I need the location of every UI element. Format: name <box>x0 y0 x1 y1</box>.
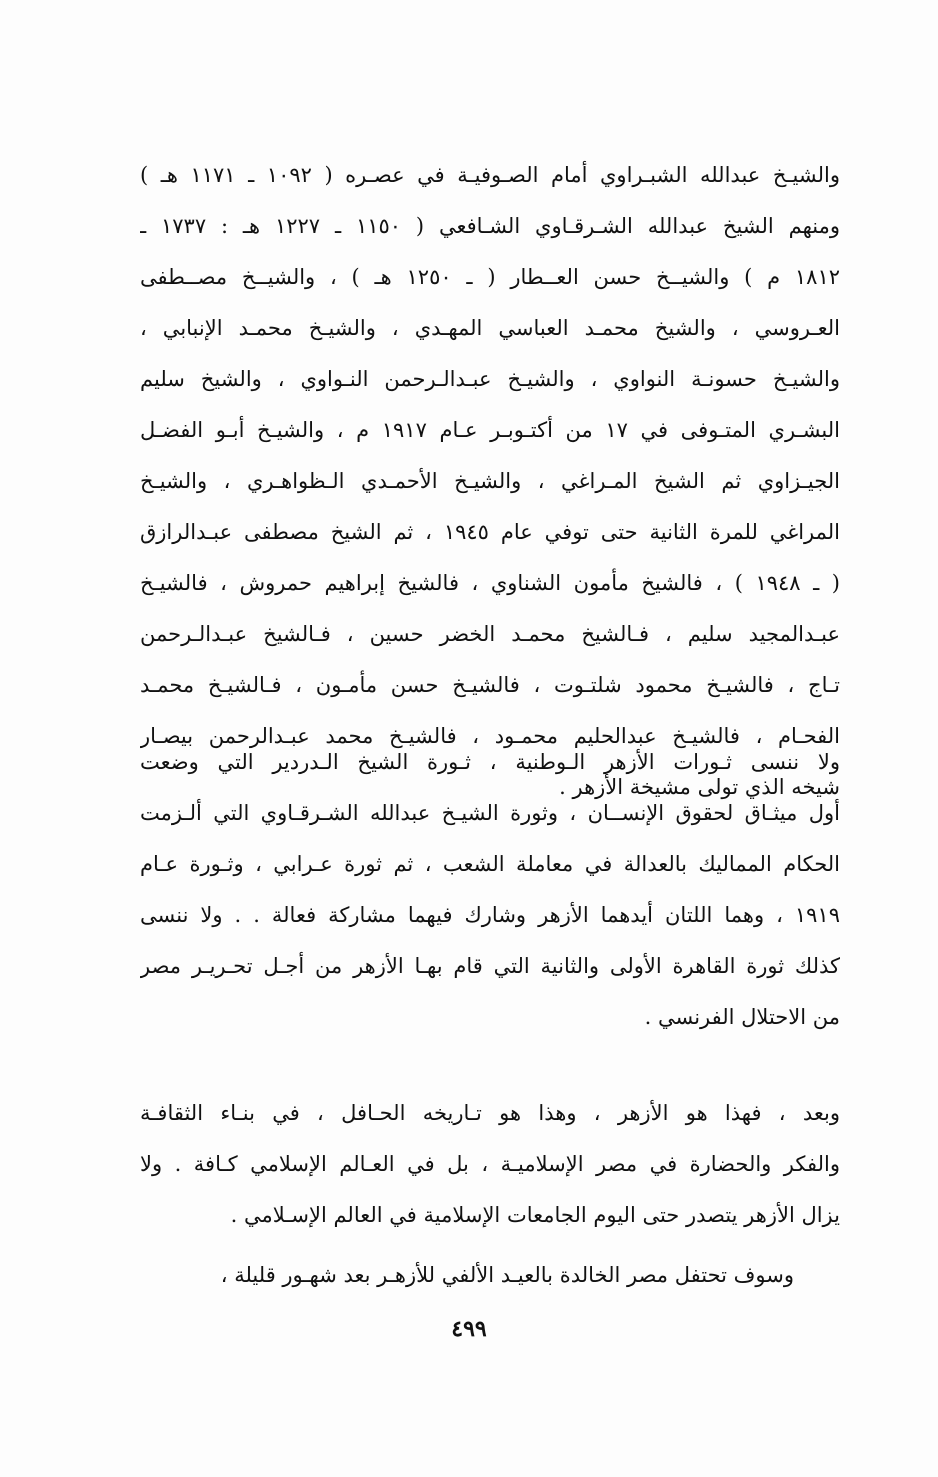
text-line: وسوف تحتفل مصر الخالدة بالعيـد الألفي للأزهـر بعد شهـور قليلة ، <box>220 1263 794 1287</box>
text-line: ولا ننسى ثـورات الأزهر الـوطنية ، ثـورة الشيخ الـدردير التي وضعت <box>140 750 840 774</box>
paragraph-azhar-revolutions <box>140 737 840 1043</box>
text-line: الفحـام ، فالشيـخ عبدالحليم محمـود ، فالشيـخ محمد عبـدالرحمن بيصـار <box>140 724 840 748</box>
paragraph-millennium <box>140 1250 840 1301</box>
text-line: من الاحتلال الفرنسي . <box>644 1005 840 1029</box>
text-line: ( ـ ١٩٤٨ ) ، فالشيخ مأمون الشناوي ، فالشيخ إبراهيم حمروش ، فالشيـخ <box>140 571 840 595</box>
text-line: كذلك ثورة القاهرة الأولى والثانية التي قام بهـا الأزهر من أجـل تحـريـر مصر <box>140 954 840 978</box>
text-line: والشيـخ عبدالله الشبـراوي أمام الصـوفيـة في عصـره ( ١٠٩٢ ـ ١١٧١ هـ ) <box>140 163 840 187</box>
text-line: وبعد ، فهذا هو الأزهر ، وهذا هو تـاريخه الحـافل ، في بنـاء الثقافـة <box>140 1101 840 1125</box>
text-line: الجيـزاوي ثم الشيخ المـراغي ، والشيـخ الأحمـدي الـظواهـري ، والشيـخ <box>140 469 840 493</box>
text-line: ومنهم الشيخ عبدالله الشـرقـاوي الشـافعي ( ١١٥٠ ـ ١٢٢٧ هـ : ١٧٣٧ ـ <box>140 214 840 238</box>
paragraph-azhar-history <box>140 1088 840 1241</box>
text-line: المراغي للمرة الثانية حتى توفي عام ١٩٤٥ ، ثم الشيخ مصطفى عبـدالرازق <box>140 520 840 544</box>
text-line: ١٩١٩ ، وهما اللتان أيدهما الأزهر وشارك فيهما مشاركة فعالة . . ولا ننسى <box>140 903 840 927</box>
text-line: تـاج ، فالشيـخ محمود شلتـوت ، فالشيـخ حسن مأمـون ، فـالشيـخ محمـد <box>140 673 840 697</box>
text-line: العـروسي ، والشيخ محمـد العباسي المهـدي ، والشيـخ محمـد الإنبابي ، <box>140 316 840 340</box>
text-line: عبـدالمجيد سليم ، فـالشيخ محمـد الخضر حسين ، فـالشيخ عبـدالـرحمن <box>140 622 840 646</box>
text-line: أول ميثـاق لحقوق الإنســان ، وثورة الشيـخ عبدالله الشـرقـاوي التي ألـزمت <box>140 801 840 825</box>
text-line: والشيـخ حسونـة النواوي ، والشيـخ عبـدالـرحمن النـواوي ، والشيخ سليم <box>140 367 840 391</box>
paragraph-azhar-sheikhs <box>140 150 840 813</box>
text-line: ١٨١٢ م ) والشيــخ حسن العــطار ( ـ ١٢٥٠ هـ ) ، والشيــخ مصــطفى <box>140 265 840 289</box>
text-line: الحكام المماليك بالعدالة في معاملة الشعب ، ثم ثورة عـرابي ، وثـورة عـام <box>140 852 840 876</box>
text-line: والفكر والحضارة في مصر الإسلاميـة ، بل في العـالم الإسلامي كـافة . ولا <box>140 1152 840 1176</box>
text-line: يزال الأزهر يتصدر حتى اليوم الجامعات الإسلامية في العالم الإسـلامي . <box>230 1203 840 1227</box>
text-line: البشـري المتـوفى في ١٧ من أكتـوبـر عـام ١٩١٧ م ، والشيـخ أبـو الفضـل <box>140 418 840 442</box>
text-line: شيخه الذي تولى مشيخة الأزهر . <box>559 775 840 799</box>
page-number: ٤٩٩ <box>451 1316 487 1342</box>
